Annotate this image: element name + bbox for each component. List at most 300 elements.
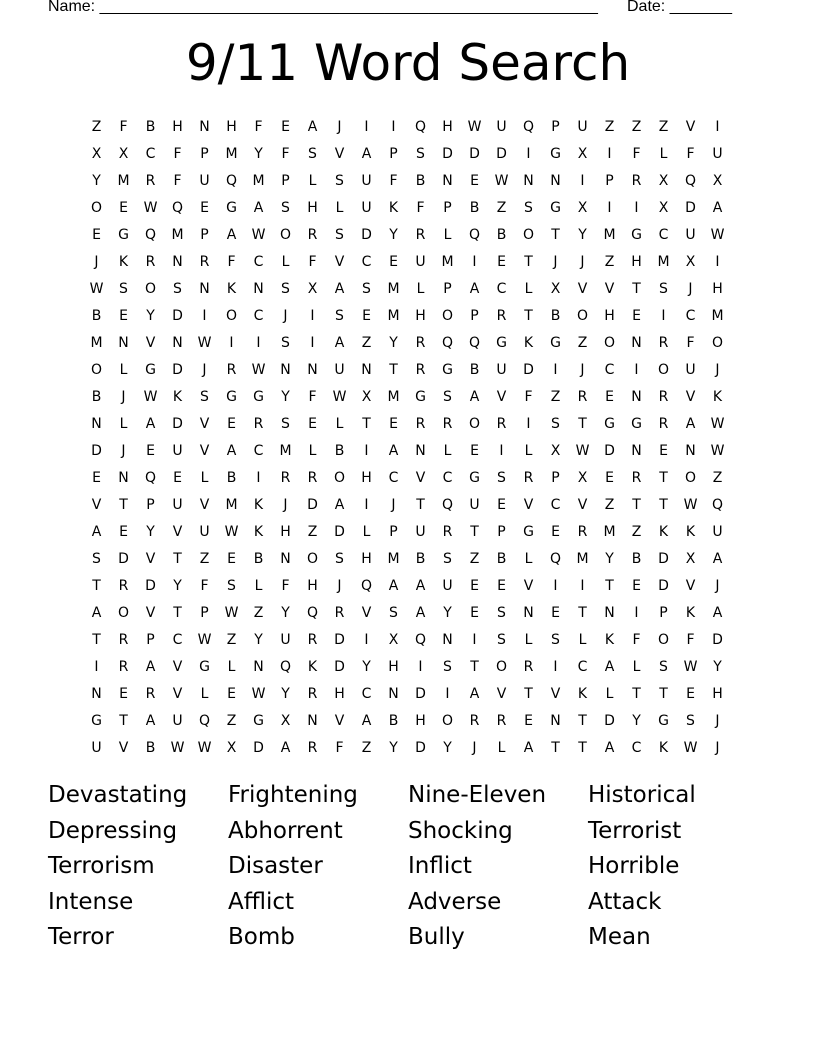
- grid-letter: I: [715, 118, 720, 135]
- grid-letter: K: [658, 739, 669, 756]
- grid-letter: I: [634, 199, 639, 216]
- grid-letter: V: [550, 685, 561, 702]
- grid-letter: L: [308, 172, 317, 189]
- grid-letter: D: [442, 145, 453, 162]
- grid-letter: K: [685, 604, 696, 621]
- grid-letter: V: [685, 388, 696, 405]
- grid-letter: B: [226, 469, 237, 486]
- grid-letter: H: [361, 550, 372, 567]
- word-list-item: Abhorrent: [228, 817, 343, 844]
- grid-letter: M: [252, 172, 265, 189]
- grid-letter: U: [496, 118, 507, 135]
- grid-letter: V: [685, 118, 696, 135]
- grid-letter: O: [117, 604, 130, 621]
- grid-letter: B: [91, 388, 102, 405]
- grid-letter: E: [551, 523, 560, 540]
- grid-letter: E: [659, 442, 668, 459]
- grid-letter: A: [415, 604, 426, 621]
- word-list-item: Depressing: [48, 817, 178, 844]
- grid-letter: N: [550, 172, 561, 189]
- grid-letter: N: [199, 280, 210, 297]
- grid-letter: B: [253, 550, 264, 567]
- grid-letter: H: [388, 658, 399, 675]
- grid-letter: O: [144, 280, 157, 297]
- grid-letter: E: [92, 226, 101, 243]
- grid-letter: E: [119, 307, 128, 324]
- grid-letter: K: [523, 334, 534, 351]
- grid-letter: Y: [281, 388, 290, 405]
- grid-letter: S: [416, 145, 425, 162]
- grid-letter: T: [389, 361, 398, 378]
- grid-letter: Z: [604, 253, 615, 270]
- grid-letter: R: [226, 361, 237, 378]
- grid-letter: I: [364, 496, 369, 513]
- grid-letter: D: [604, 712, 615, 729]
- grid-letter: R: [118, 658, 129, 675]
- grid-letter: H: [172, 118, 183, 135]
- grid-letter: L: [524, 631, 533, 648]
- grid-letter: Z: [307, 523, 318, 540]
- grid-letter: W: [251, 226, 266, 243]
- grid-letter: G: [91, 712, 102, 729]
- grid-letter: L: [281, 253, 290, 270]
- grid-letter: V: [91, 496, 102, 513]
- grid-letter: I: [364, 118, 369, 135]
- grid-letter: Y: [146, 523, 155, 540]
- grid-letter: D: [496, 145, 507, 162]
- grid-letter: I: [202, 307, 207, 324]
- grid-letter: V: [199, 415, 210, 432]
- grid-letter: W: [224, 523, 239, 540]
- grid-letter: E: [686, 685, 695, 702]
- grid-letter: G: [550, 145, 561, 162]
- grid-letter: M: [387, 550, 400, 567]
- grid-letter: O: [711, 334, 724, 351]
- grid-letter: F: [389, 172, 398, 189]
- grid-letter: M: [603, 523, 616, 540]
- grid-letter: S: [443, 388, 452, 405]
- grid-letter: A: [145, 415, 156, 432]
- grid-letter: A: [226, 226, 237, 243]
- grid-letter: W: [197, 631, 212, 648]
- grid-letter: L: [119, 361, 128, 378]
- grid-letter: F: [308, 388, 317, 405]
- grid-letter: Z: [577, 334, 588, 351]
- grid-letter: S: [443, 550, 452, 567]
- grid-letter: F: [686, 145, 695, 162]
- grid-letter: D: [172, 415, 183, 432]
- grid-letter: X: [550, 280, 561, 297]
- grid-letter: C: [496, 280, 507, 297]
- grid-letter: T: [632, 685, 641, 702]
- grid-letter: S: [281, 280, 290, 297]
- grid-letter: J: [715, 712, 720, 729]
- grid-letter: V: [415, 469, 426, 486]
- grid-letter: W: [89, 280, 104, 297]
- grid-letter: B: [469, 361, 480, 378]
- grid-letter: C: [253, 442, 264, 459]
- grid-letter: T: [362, 415, 371, 432]
- grid-letter: T: [659, 469, 668, 486]
- grid-letter: J: [580, 361, 585, 378]
- grid-letter: G: [145, 361, 156, 378]
- grid-letter: L: [308, 442, 317, 459]
- grid-letter: I: [364, 631, 369, 648]
- grid-letter: U: [415, 253, 426, 270]
- word-list: [48, 778, 768, 956]
- grid-letter: V: [172, 523, 183, 540]
- grid-letter: Z: [550, 388, 561, 405]
- grid-letter: U: [496, 361, 507, 378]
- grid-letter: L: [335, 199, 344, 216]
- grid-letter: A: [712, 604, 723, 621]
- grid-letter: S: [227, 577, 236, 594]
- grid-letter: R: [658, 415, 669, 432]
- grid-letter: L: [659, 145, 668, 162]
- grid-letter: U: [361, 199, 372, 216]
- grid-letter: U: [712, 523, 723, 540]
- grid-letter: Q: [414, 118, 427, 135]
- grid-letter: S: [659, 280, 668, 297]
- grid-letter: P: [551, 469, 560, 486]
- grid-letter: R: [307, 226, 318, 243]
- grid-letter: U: [172, 442, 183, 459]
- grid-letter: S: [119, 280, 128, 297]
- grid-letter: X: [712, 172, 723, 189]
- grid-letter: R: [415, 334, 426, 351]
- grid-letter: C: [145, 145, 156, 162]
- grid-letter: W: [143, 199, 158, 216]
- grid-letter: P: [605, 172, 614, 189]
- grid-letter: U: [172, 712, 183, 729]
- grid-letter: R: [145, 253, 156, 270]
- grid-letter: F: [119, 118, 128, 135]
- grid-letter: N: [523, 172, 534, 189]
- grid-letter: X: [118, 145, 129, 162]
- grid-letter: L: [254, 577, 263, 594]
- grid-letter: X: [226, 739, 237, 756]
- word-list-item: Disaster: [228, 853, 323, 879]
- word-list-item: Shocking: [408, 817, 513, 844]
- grid-letter: N: [442, 631, 453, 648]
- grid-letter: W: [710, 415, 725, 432]
- grid-letter: I: [472, 631, 477, 648]
- grid-letter: F: [308, 253, 317, 270]
- grid-letter: J: [553, 253, 558, 270]
- grid-letter: H: [712, 685, 723, 702]
- grid-letter: K: [253, 523, 264, 540]
- grid-letter: A: [685, 415, 696, 432]
- grid-letter: Z: [253, 604, 264, 621]
- grid-letter: V: [334, 145, 345, 162]
- grid-letter: C: [361, 253, 372, 270]
- grid-letter: H: [415, 307, 426, 324]
- grid-letter: Z: [604, 118, 615, 135]
- grid-letter: K: [253, 496, 264, 513]
- grid-letter: P: [200, 604, 209, 621]
- grid-letter: C: [550, 496, 561, 513]
- grid-letter: R: [253, 415, 264, 432]
- grid-letter: J: [94, 253, 99, 270]
- grid-letter: Z: [658, 118, 669, 135]
- grid-letter: M: [225, 496, 238, 513]
- grid-letter: G: [550, 199, 561, 216]
- grid-letter: Q: [171, 199, 184, 216]
- grid-letter: R: [307, 685, 318, 702]
- grid-letter: I: [607, 145, 612, 162]
- grid-letter: N: [685, 442, 696, 459]
- grid-letter: T: [578, 712, 587, 729]
- grid-letter: D: [361, 226, 372, 243]
- grid-letter: T: [416, 496, 425, 513]
- grid-letter: L: [443, 226, 452, 243]
- grid-letter: N: [388, 685, 399, 702]
- grid-letter: Y: [605, 550, 614, 567]
- grid-letter: R: [307, 469, 318, 486]
- grid-letter: B: [91, 307, 102, 324]
- grid-letter: K: [577, 685, 588, 702]
- grid-letter: L: [605, 685, 614, 702]
- page-title: 9/11 Word Search: [185, 34, 631, 92]
- grid-letter: O: [522, 226, 535, 243]
- grid-letter: R: [577, 388, 588, 405]
- grid-letter: S: [362, 280, 371, 297]
- grid-letter: A: [712, 550, 723, 567]
- word-list-item: Adverse: [408, 888, 502, 915]
- grid-letter: D: [172, 307, 183, 324]
- grid-letter: W: [683, 496, 698, 513]
- grid-letter: G: [226, 388, 237, 405]
- grid-letter: G: [631, 226, 642, 243]
- grid-letter: P: [659, 604, 668, 621]
- word-list-item: Historical: [588, 782, 696, 808]
- grid-letter: U: [172, 496, 183, 513]
- grid-letter: H: [226, 118, 237, 135]
- grid-letter: H: [307, 577, 318, 594]
- grid-letter: C: [442, 469, 453, 486]
- grid-letter: S: [335, 226, 344, 243]
- grid-letter: J: [283, 307, 288, 324]
- grid-letter: A: [604, 739, 615, 756]
- grid-letter: V: [199, 442, 210, 459]
- grid-letter: N: [523, 604, 534, 621]
- letter-grid: [83, 113, 731, 761]
- grid-letter: W: [143, 388, 158, 405]
- grid-letter: Q: [711, 496, 724, 513]
- grid-letter: T: [92, 631, 101, 648]
- grid-letter: X: [388, 631, 399, 648]
- grid-letter: C: [685, 307, 696, 324]
- grid-letter: D: [523, 361, 534, 378]
- word-list-item: Terror: [48, 924, 114, 950]
- grid-letter: R: [334, 604, 345, 621]
- grid-letter: J: [121, 442, 126, 459]
- grid-letter: P: [443, 280, 452, 297]
- grid-letter: B: [415, 550, 426, 567]
- grid-letter: N: [91, 685, 102, 702]
- grid-letter: G: [118, 226, 129, 243]
- grid-letter: N: [253, 658, 264, 675]
- grid-letter: J: [715, 361, 720, 378]
- grid-letter: W: [575, 442, 590, 459]
- grid-letter: J: [337, 577, 342, 594]
- grid-letter: J: [580, 253, 585, 270]
- grid-letter: V: [577, 496, 588, 513]
- grid-letter: N: [253, 280, 264, 297]
- grid-letter: D: [604, 442, 615, 459]
- grid-letter: O: [657, 631, 670, 648]
- grid-letter: W: [197, 334, 212, 351]
- grid-letter: K: [172, 388, 183, 405]
- word-list-item: Bully: [408, 924, 465, 950]
- grid-letter: G: [604, 415, 615, 432]
- grid-letter: V: [334, 712, 345, 729]
- grid-letter: R: [145, 685, 156, 702]
- grid-letter: A: [469, 388, 480, 405]
- grid-letter: E: [497, 253, 506, 270]
- grid-letter: M: [441, 253, 454, 270]
- grid-letter: K: [604, 631, 615, 648]
- grid-letter: N: [631, 334, 642, 351]
- grid-letter: H: [442, 118, 453, 135]
- grid-letter: V: [577, 280, 588, 297]
- grid-letter: H: [334, 685, 345, 702]
- grid-letter: E: [470, 442, 479, 459]
- grid-letter: C: [577, 658, 588, 675]
- grid-letter: U: [442, 577, 453, 594]
- grid-letter: S: [335, 172, 344, 189]
- grid-letter: O: [684, 469, 697, 486]
- grid-letter: E: [200, 199, 209, 216]
- grid-letter: D: [658, 550, 669, 567]
- grid-letter: P: [551, 118, 560, 135]
- grid-letter: O: [576, 307, 589, 324]
- grid-letter: T: [578, 739, 587, 756]
- grid-letter: Y: [281, 604, 290, 621]
- grid-letter: E: [281, 118, 290, 135]
- grid-letter: W: [251, 361, 266, 378]
- grid-letter: I: [310, 307, 315, 324]
- word-list-item: Horrible: [588, 853, 680, 879]
- grid-letter: Y: [389, 226, 398, 243]
- grid-letter: E: [497, 496, 506, 513]
- grid-letter: V: [172, 685, 183, 702]
- grid-letter: X: [307, 280, 318, 297]
- grid-letter: K: [307, 658, 318, 675]
- grid-letter: V: [145, 604, 156, 621]
- grid-letter: A: [226, 442, 237, 459]
- grid-letter: V: [199, 496, 210, 513]
- grid-letter: I: [580, 172, 585, 189]
- grid-letter: A: [604, 658, 615, 675]
- word-list-item: Terrorism: [48, 853, 155, 879]
- grid-letter: Y: [713, 658, 722, 675]
- grid-letter: Q: [441, 334, 454, 351]
- grid-letter: R: [118, 577, 129, 594]
- grid-letter: T: [524, 307, 533, 324]
- grid-letter: F: [254, 118, 263, 135]
- grid-letter: W: [170, 739, 185, 756]
- grid-letter: S: [551, 631, 560, 648]
- grid-letter: T: [173, 604, 182, 621]
- grid-letter: G: [496, 334, 507, 351]
- grid-letter: M: [711, 307, 724, 324]
- grid-letter: L: [227, 658, 236, 675]
- grid-letter: N: [91, 415, 102, 432]
- grid-letter: E: [470, 604, 479, 621]
- grid-letter: Y: [254, 631, 263, 648]
- grid-letter: Z: [496, 199, 507, 216]
- grid-letter: D: [172, 361, 183, 378]
- grid-letter: P: [389, 523, 398, 540]
- grid-letter: I: [634, 361, 639, 378]
- grid-letter: E: [227, 415, 236, 432]
- grid-letter: E: [389, 253, 398, 270]
- grid-letter: N: [361, 361, 372, 378]
- grid-letter: W: [494, 172, 509, 189]
- grid-letter: Y: [92, 172, 101, 189]
- grid-letter: B: [145, 118, 156, 135]
- grid-letter: X: [280, 712, 291, 729]
- grid-letter: I: [526, 145, 531, 162]
- grid-letter: L: [632, 658, 641, 675]
- grid-letter: N: [280, 361, 291, 378]
- grid-letter: X: [658, 172, 669, 189]
- grid-letter: Q: [549, 550, 562, 567]
- grid-letter: W: [710, 226, 725, 243]
- grid-letter: T: [92, 577, 101, 594]
- grid-letter: Q: [522, 118, 535, 135]
- grid-letter: J: [715, 577, 720, 594]
- grid-letter: U: [199, 523, 210, 540]
- grid-letter: G: [469, 469, 480, 486]
- grid-letter: U: [577, 118, 588, 135]
- grid-letter: B: [334, 442, 345, 459]
- grid-letter: R: [631, 172, 642, 189]
- grid-letter: L: [416, 280, 425, 297]
- grid-letter: Y: [632, 712, 641, 729]
- grid-letter: E: [605, 388, 614, 405]
- grid-letter: E: [119, 199, 128, 216]
- grid-letter: D: [415, 685, 426, 702]
- grid-letter: F: [686, 334, 695, 351]
- grid-letter: O: [441, 307, 454, 324]
- grid-letter: B: [145, 739, 156, 756]
- grid-letter: D: [118, 550, 129, 567]
- grid-letter: S: [389, 604, 398, 621]
- grid-letter: G: [415, 388, 426, 405]
- grid-letter: N: [604, 604, 615, 621]
- grid-letter: I: [94, 658, 99, 675]
- grid-letter: G: [226, 199, 237, 216]
- grid-letter: C: [604, 361, 615, 378]
- grid-letter: E: [227, 685, 236, 702]
- grid-letter: Z: [631, 118, 642, 135]
- grid-letter: Z: [91, 118, 102, 135]
- name-field-label: Name: ________________________________________________________: [48, 0, 598, 15]
- grid-letter: V: [172, 658, 183, 675]
- grid-letter: V: [145, 550, 156, 567]
- grid-letter: F: [227, 253, 236, 270]
- grid-letter: P: [146, 496, 155, 513]
- grid-letter: R: [631, 469, 642, 486]
- grid-letter: I: [472, 253, 477, 270]
- grid-letter: S: [173, 280, 182, 297]
- grid-letter: Y: [389, 334, 398, 351]
- grid-letter: J: [391, 496, 396, 513]
- word-list-item: Intense: [48, 888, 134, 915]
- grid-letter: X: [550, 442, 561, 459]
